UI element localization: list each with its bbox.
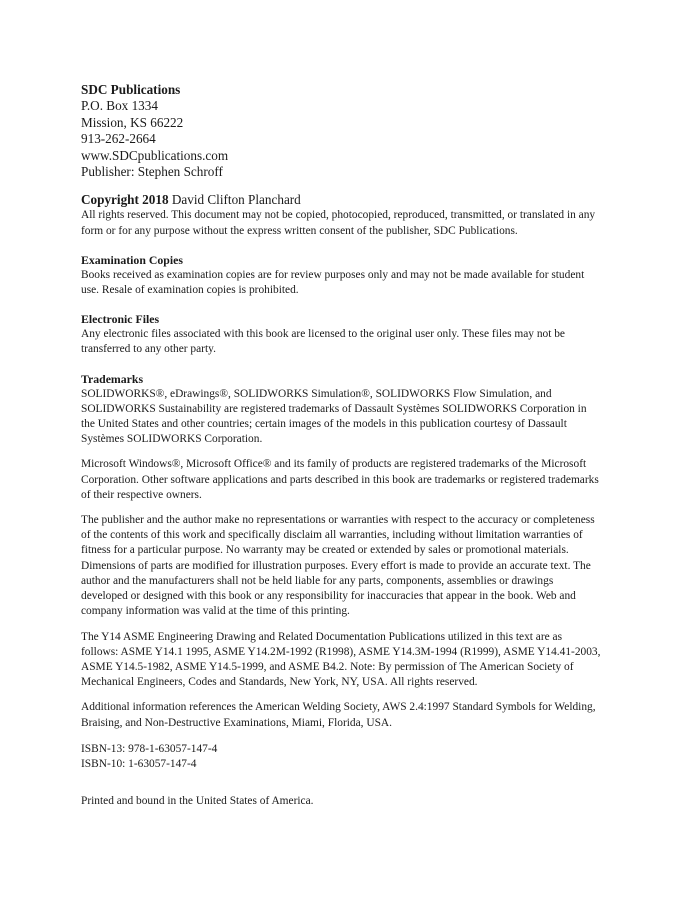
isbn-block — [81, 742, 601, 772]
aws-para: Additional information references the American Welding Society, AWS 2.4:1997 Standard Symbols for Welding, Braising, and Non-Destructive Examinations, Miami, Florida, USA. — [81, 701, 596, 729]
disclaimer-para: The publisher and the author make no representations or warranties with respect to the accuracy or completeness of the contents of this work and specifically disclaim all warranties, including without limitation warranties of fitness for a particular purpose. No warranty may be created or extended by sales or promotional materials. Dimensions of parts are modified for illustration purposes. Every effort is made to provide an accurate text. The author and the manufacturers shall not be held liable for any parts, components, assemblies or drawings developed or designed with this book or any responsibility for inaccuracies that appear in the book. Web and company information was valid at the time of this printing. — [81, 514, 595, 618]
publisher-address-line1: P.O. Box 1334 — [81, 98, 158, 114]
publisher-phone: 913-262-2664 — [81, 131, 156, 147]
publisher-website: www.SDCpublications.com — [81, 147, 229, 163]
printed-statement: Printed and bound in the United States of America. — [81, 795, 314, 808]
copyright-page — [81, 82, 601, 809]
publisher-name: SDC Publications — [81, 82, 181, 97]
electronic-files-heading: Electronic Files — [81, 312, 160, 327]
trademarks-heading: Trademarks — [81, 371, 144, 386]
publisher-address-line2: Mission, KS 66222 — [81, 114, 184, 130]
copyright-block — [81, 192, 601, 208]
electronic-files-text: Any electronic files associated with this book are licensed to the original user only. These files may not be transferred to any other party. — [81, 328, 565, 356]
trademarks-para-microsoft: Microsoft Windows®, Microsoft Office® and its family of products are registered trademarks of the Microsoft Corporation. Other software applications and parts described in this book are trademarks or registered trademarks of their respective owners. — [81, 458, 599, 501]
isbn-13: ISBN-13: 978-1-63057-147-4 — [81, 742, 218, 755]
examination-text: Books received as examination copies are for review purposes only and may not be made available for student use. Resale of examination copies is prohibited. — [81, 268, 585, 297]
asme-para: The Y14 ASME Engineering Drawing and Related Documentation Publications utilized in this text are as follows: ASME Y14.1 1995, ASME Y14.2M-1992 (R1998), ASME Y14.3M-1994 (R1999), ASME Y14.41-2003, ASME Y14.5-1982, ASME Y14.5-1999, and ASME B4.2. Note: By permission of The American Society of Mechanical Engineers, Codes and Standards, New York, NY, USA. All rights reserved. — [81, 630, 601, 689]
copyright-label: Copyright 2018 — [81, 192, 169, 208]
trademarks-para-solidworks: SOLIDWORKS®, eDrawings®, SOLIDWORKS Simulation®, SOLIDWORKS Flow Simulation, and SOLIDWORKS Sustainability are registered trademarks of Dassault Systèmes SOLIDWORKS Corporation in the United States and other countries; certain images of the models in this publication courtesy of Dassault Systèmes SOLIDWORKS Corporation. — [81, 387, 587, 446]
isbn-10: ISBN-10: 1-63057-147-4 — [81, 757, 197, 770]
copyright-author: David Clifton Planchard — [168, 192, 301, 208]
copyright-text: All rights reserved. This document may not be copied, photocopied, reproduced, transmitted, or translated in any form or for any purpose without the express written consent of the publisher, SDC Publications. — [81, 209, 596, 237]
publisher-person: Publisher: Stephen Schroff — [81, 164, 223, 180]
publisher-block — [81, 82, 601, 180]
examination-heading: Examination Copies — [81, 252, 183, 267]
